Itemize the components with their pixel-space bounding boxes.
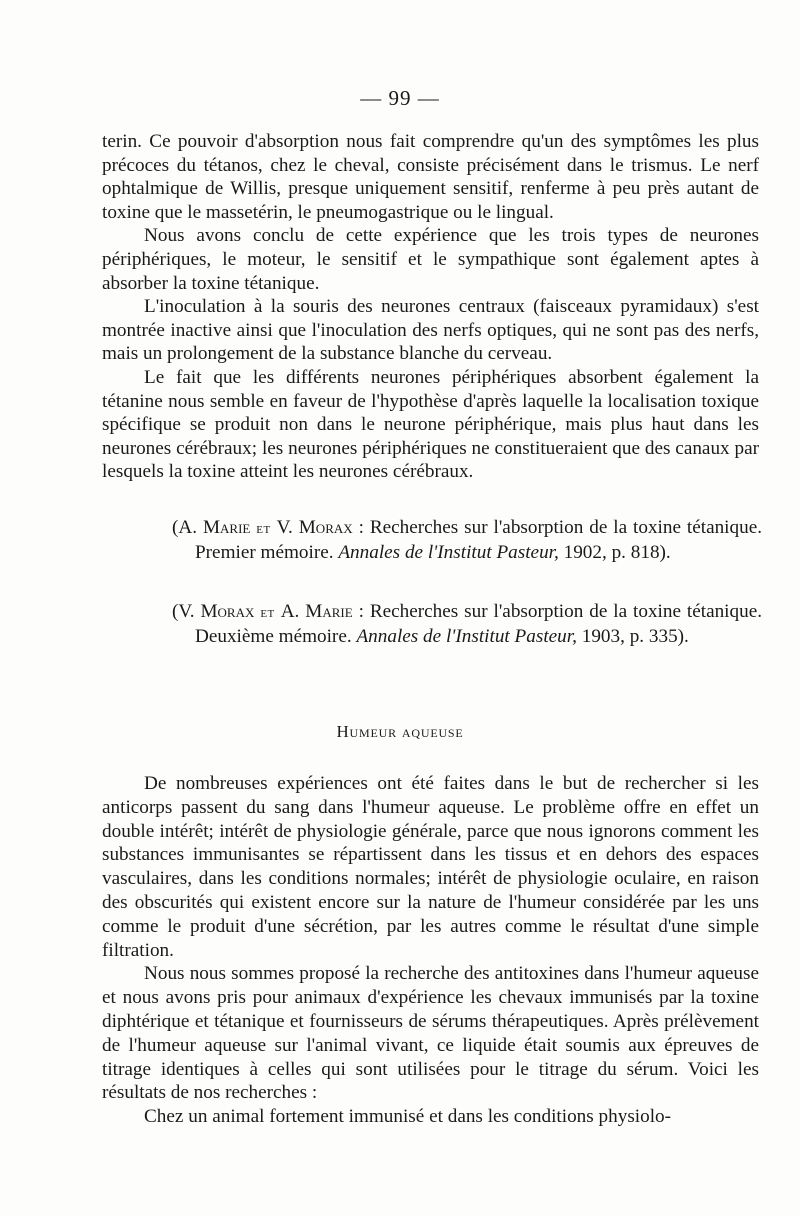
section-heading: Humeur aqueuse — [336, 722, 464, 741]
reference-journal: Annales de l'Institut Pasteur, — [356, 626, 577, 647]
reference-open-paren: ( — [172, 517, 179, 538]
reference-open-paren: ( — [172, 601, 179, 622]
section-body-text — [102, 772, 759, 1129]
paragraph: Chez un animal fortement immunisé et dans les conditions physiolo- — [144, 1106, 672, 1128]
reference-text — [172, 600, 762, 649]
paragraph: terin. Ce pouvoir d'absorption nous fait comprendre qu'un des symptômes les plus précoces du tétanos, chez le cheval, consiste précisément dans le trismus. Le nerf ophtalmique de Willis, presque uniquement sensitif, renferme à peu près autant de toxine que le massetérin, le pneumogastrique ou le lingual. — [102, 131, 759, 223]
reference-author: A. Marie — [178, 517, 251, 538]
reference-author: A. Marie — [280, 601, 353, 622]
body-text-block — [102, 130, 759, 484]
reference-year-page: 1903, p. 335). — [576, 626, 689, 647]
reference-conjunction: et — [260, 605, 275, 621]
reference-title: : Recherches sur l'absorption de la toxine tétanique. Deuxième mémoire. — [195, 601, 763, 647]
reference-journal: Annales de l'Institut Pasteur, — [338, 542, 559, 563]
reference-author: V. Morax — [178, 601, 255, 622]
paragraph: Le fait que les différents neurones périphériques absorbent également la tétanine nous semble en faveur de l'hypothèse d'après laquelle la localisation toxique spécifique se produit non dans le neurone périphérique, mais plus haut dans les neurones cérébraux; les neurones périphériques ne constitueraient que des canaux par lesquels la toxine atteint les neurones cérébraux. — [102, 366, 759, 483]
reference-author: V. Morax — [276, 517, 353, 538]
paragraph: Nous avons conclu de cette expérience que les trois types de neurones périphériques, le moteur, le sensitif et le sympathique sont également aptes à absorber la toxine tétanique. — [102, 225, 759, 294]
paragraph: De nombreuses expériences ont été faites dans le but de rechercher si les anticorps passent du sang dans l'humeur aqueuse. Le problème offre en effet un double intérêt; intérêt de physiologie générale, parce que nous ignorons comment les substances immunisantes se répartissent dans les tissus et en dehors des espaces vasculaires, dans les conditions normales; intérêt de physiologie oculaire, en raison des obscurités qui existent encore sur la nature de l'humeur considérée par les uns comme le produit d'une sécrétion, par les autres comme le résultat d'une simple filtration. — [102, 773, 759, 961]
page-number: — 99 — — [360, 86, 440, 110]
reference-title: : Recherches sur l'absorption de la toxine tétanique. Premier mémoire. — [195, 517, 763, 563]
reference-conjunction: et — [256, 521, 271, 537]
reference-entry — [172, 516, 762, 565]
paragraph: Nous nous sommes proposé la recherche des antitoxines dans l'humeur aqueuse et nous avons pris pour animaux d'expérience les chevaux immunisés par la toxine diphtérique et tétanique et fournisseurs de sérums thérapeutiques. Après prélèvement de l'humeur aqueuse sur l'animal vivant, ce liquide était soumis aux épreuves de titrage identiques à celles qui sont utilisées pour le titrage du sérum. Voici les résultats de nos recherches : — [102, 963, 759, 1104]
paragraph: L'inoculation à la souris des neurones centraux (faisceaux pyramidaux) s'est montrée inactive ainsi que l'inoculation des nerfs optiques, qui ne sont pas des nerfs, mais un prolongement de la substance blanche du cerveau. — [102, 296, 759, 365]
reference-text — [172, 516, 762, 565]
reference-entry — [172, 600, 762, 649]
reference-year-page: 1902, p. 818). — [558, 542, 671, 563]
